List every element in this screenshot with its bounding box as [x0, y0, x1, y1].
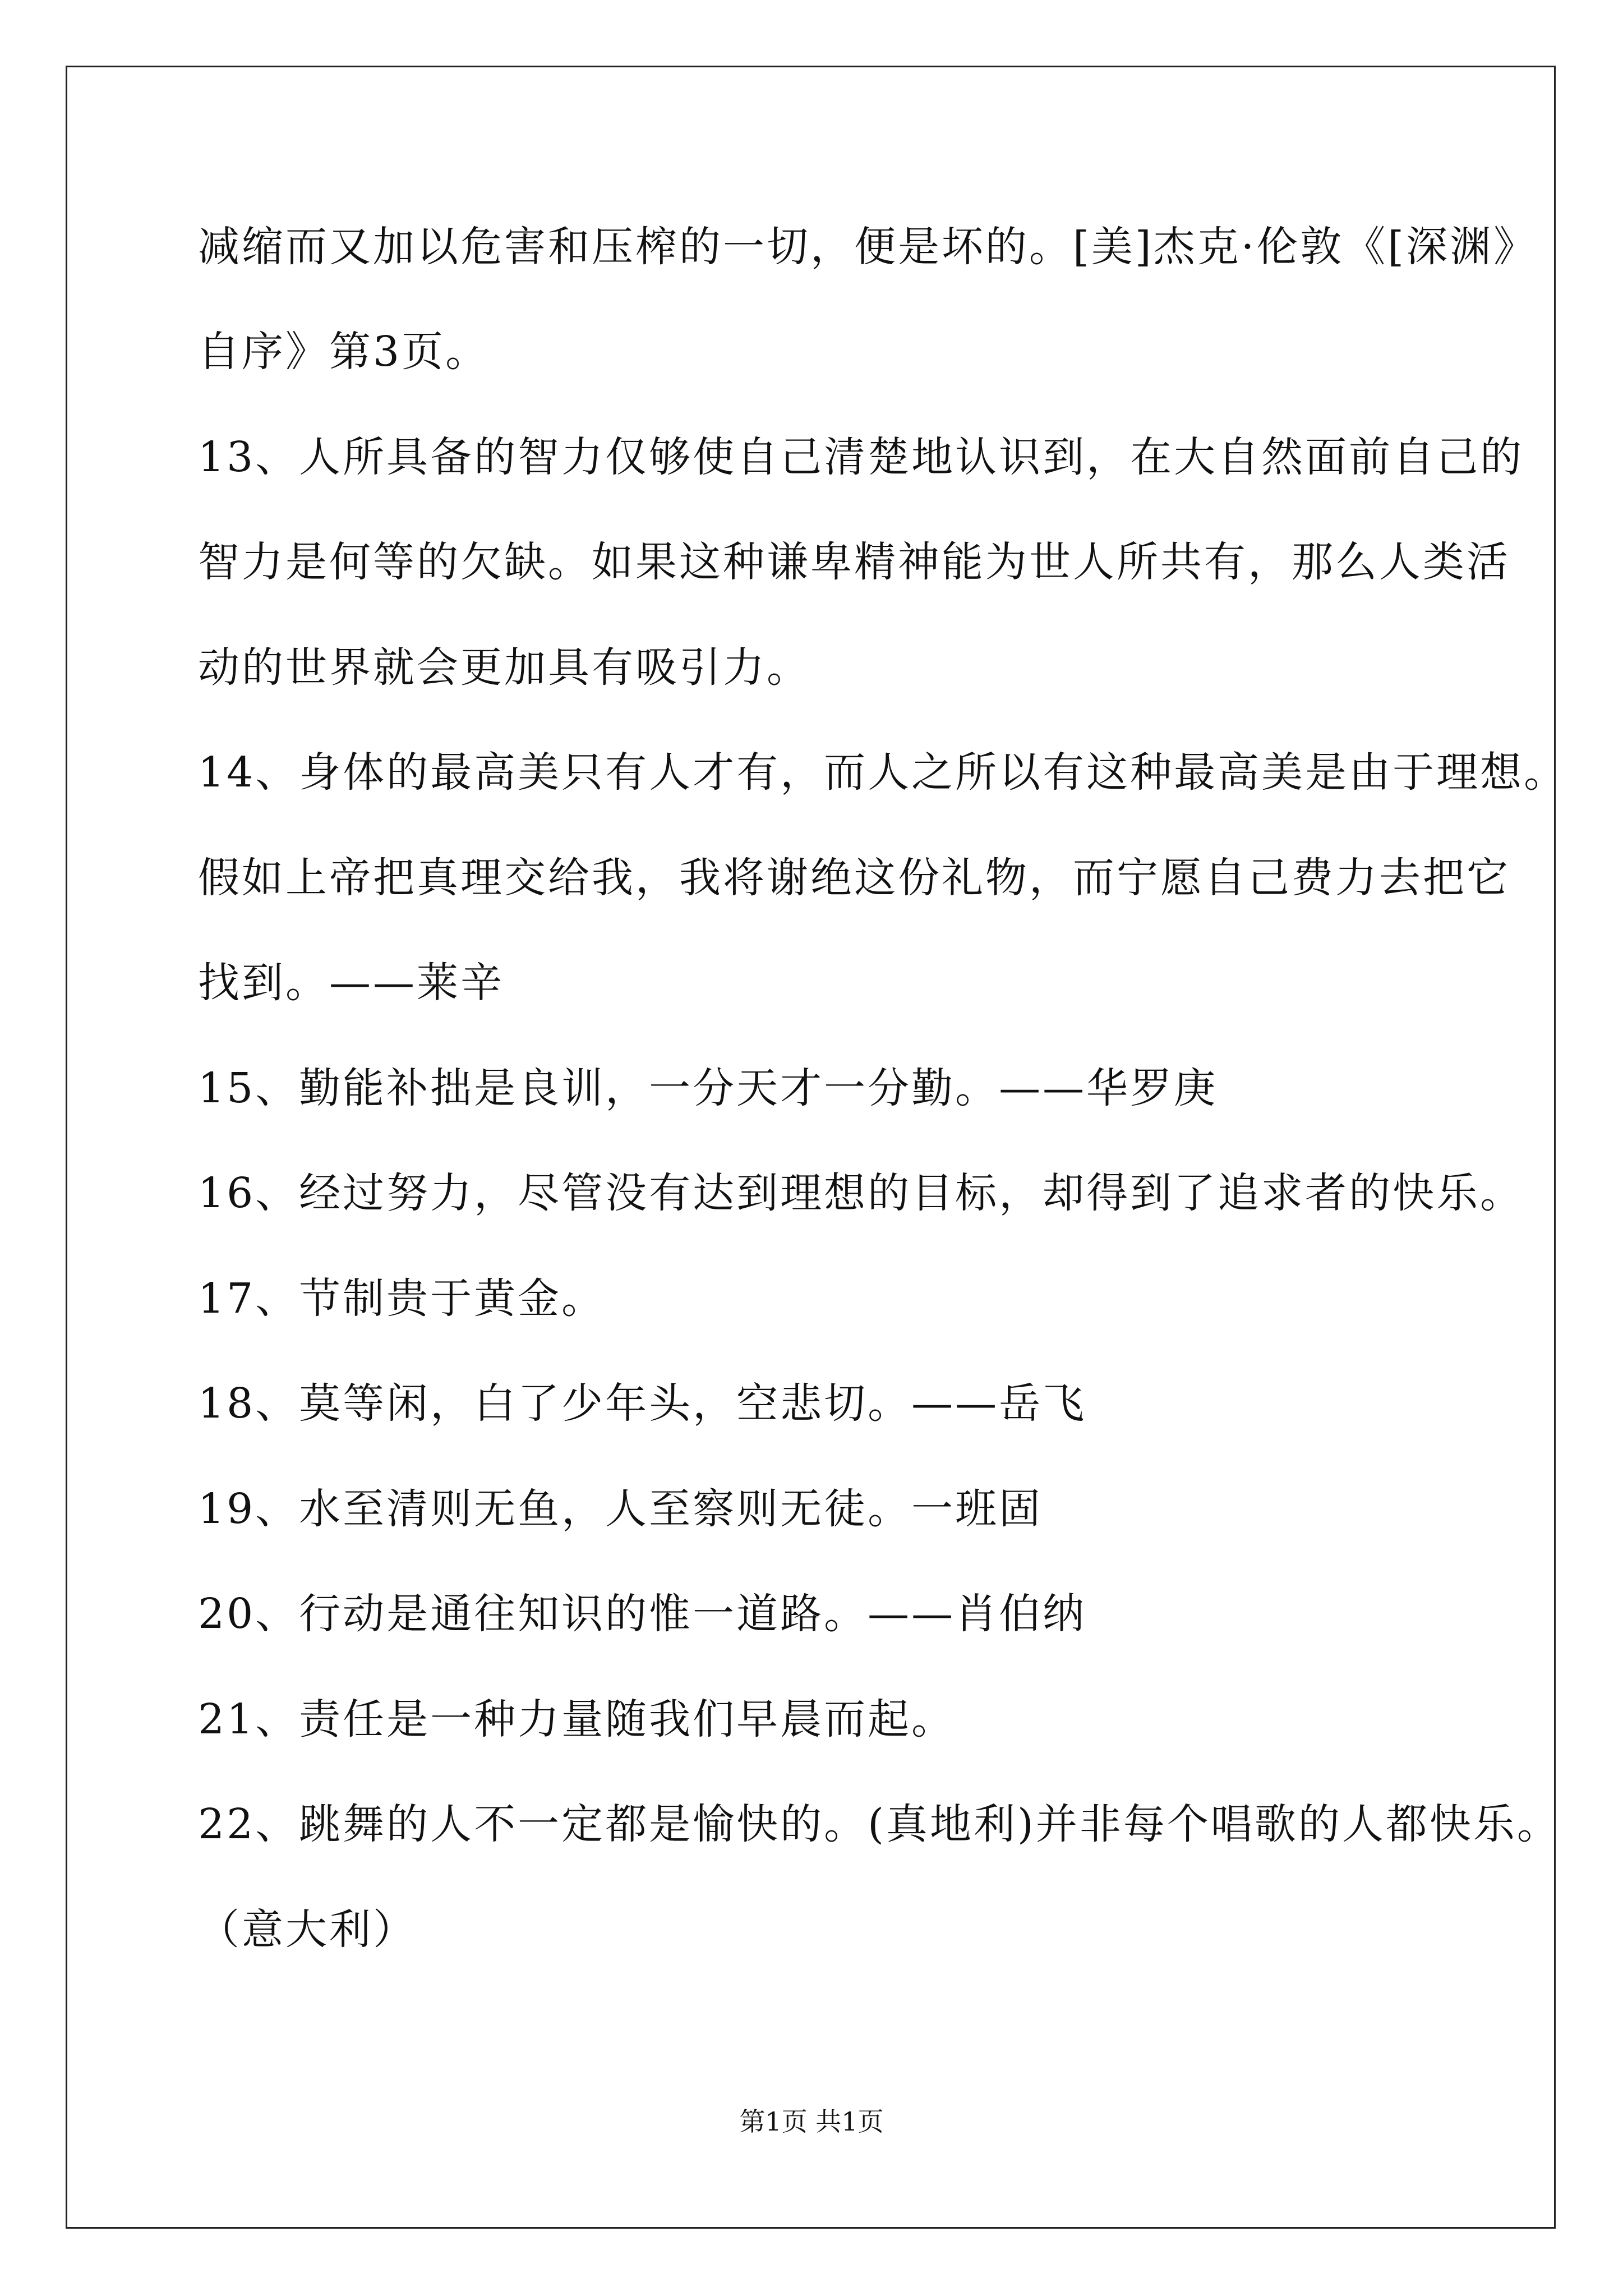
text-line: 18、莫等闲，白了少年头，空悲切。——岳飞 — [198, 1379, 1087, 1428]
text-line: （意大利） — [198, 1906, 417, 1954]
text-line: 21、责任是一种力量随我们早晨而起。 — [198, 1695, 956, 1743]
text-line: 16、经过努力，尽管没有达到理想的目标，却得到了追求者的快乐。 — [198, 1169, 1524, 1217]
page-number-footer: 第1页 共1页 — [739, 2106, 884, 2137]
text-line: 假如上帝把真理交给我，我将谢绝这份礼物，而宁愿自己费力去把它 — [198, 854, 1510, 902]
text-line: 动的世界就会更加具有吸引力。 — [198, 643, 810, 692]
text-line: 14、身体的最高美只有人才有，而人之所以有这种最高美是由于理想。 — [198, 748, 1568, 797]
text-line: 20、行动是通往知识的惟一道路。——肖伯纳 — [198, 1590, 1087, 1638]
text-line: 找到。——莱辛 — [198, 959, 504, 1007]
text-line: 15、勤能补拙是良训，一分天才一分勤。——华罗庚 — [198, 1064, 1218, 1112]
text-line: 17、节制贵于黄金。 — [198, 1274, 606, 1323]
text-line: 13、人所具备的智力仅够使自己清楚地认识到，在大自然面前自己的 — [198, 433, 1524, 481]
text-line: 减缩而又加以危害和压榨的一切，便是坏的。[美]杰克·伦敦《[深渊》 — [198, 223, 1538, 271]
text-line: 22、跳舞的人不一定都是愉快的。(真地利)并非每个唱歌的人都快乐。 — [198, 1800, 1561, 1848]
text-line: 自序》第3页。 — [198, 328, 490, 376]
text-line: 智力是何等的欠缺。如果这种谦卑精神能为世人所共有，那么人类活 — [198, 538, 1510, 586]
text-line: 19、水至清则无鱼，人至察则无徒。一班固 — [198, 1485, 1043, 1533]
